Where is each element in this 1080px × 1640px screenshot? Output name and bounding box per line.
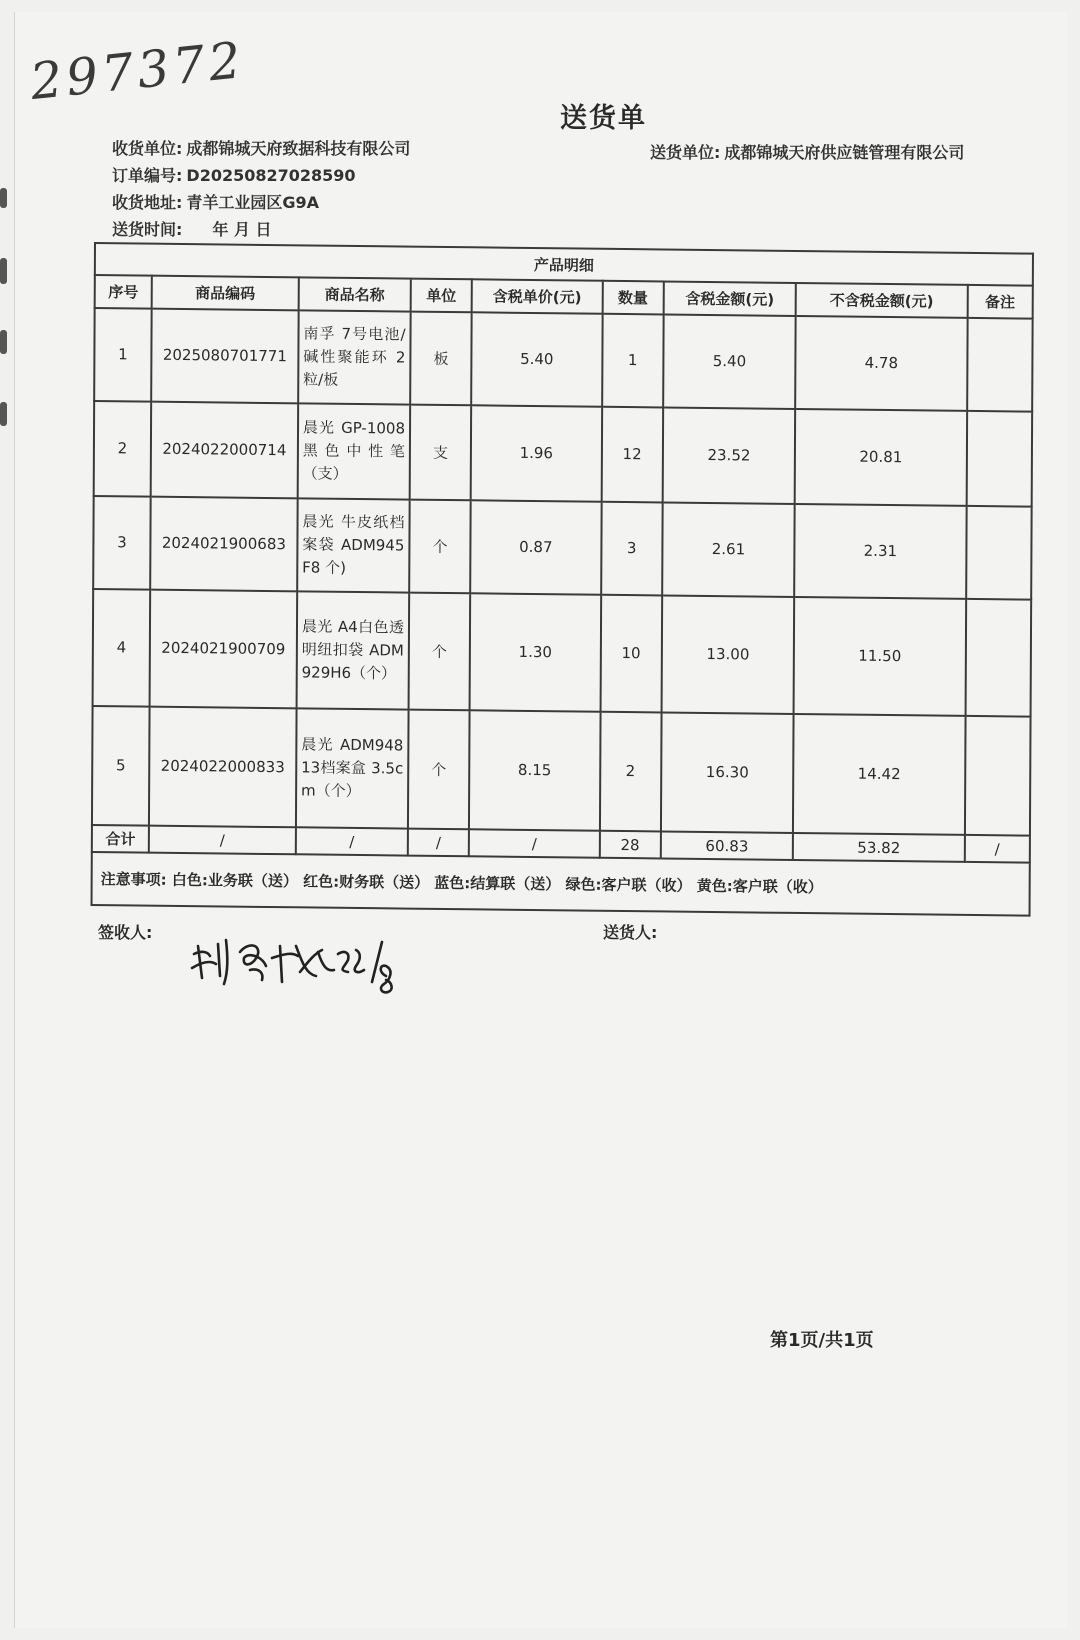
binder-hole <box>0 258 7 284</box>
signer-label: 签收人: <box>98 923 153 942</box>
row-no: 1 <box>94 308 152 402</box>
row-unit: 个 <box>409 592 471 710</box>
notice-row <box>92 852 1030 915</box>
row-amount: 23.52 <box>662 407 795 503</box>
row-no: 5 <box>92 706 150 826</box>
row-amount: 5.40 <box>663 314 796 408</box>
sender-label: 送货单位: <box>650 143 721 162</box>
document-title: 送货单 <box>560 103 647 134</box>
row-name: 晨光 牛皮纸档案袋 ADM945F8 个) <box>297 498 410 592</box>
row-qty: 12 <box>601 406 663 502</box>
total-label: 合计 <box>92 825 149 853</box>
sender-unit <box>650 140 964 163</box>
binder-hole <box>0 402 7 426</box>
row-code: 2024021900683 <box>150 496 297 591</box>
table-row <box>94 401 1032 507</box>
col-header: 含税单价(元) <box>472 280 603 314</box>
time-label: 送货时间: <box>112 220 183 239</box>
col-header: 商品编码 <box>152 276 299 310</box>
time-value: 年 月 日 <box>212 220 272 239</box>
table-row <box>93 496 1031 600</box>
row-no: 4 <box>93 589 151 707</box>
row-net: 14.42 <box>793 714 965 835</box>
row-price: 5.40 <box>471 312 602 406</box>
col-header: 数量 <box>602 281 663 314</box>
row-name: 晨光 ADM94813档案盒 3.5cm（个） <box>296 708 409 829</box>
row-qty: 1 <box>602 313 664 407</box>
col-header: 序号 <box>95 275 152 308</box>
binder-hole <box>0 188 7 208</box>
table-caption: 产品明细 <box>95 243 1033 286</box>
row-name: 晨光 GP-1008 黑色中性笔（支） <box>298 403 411 499</box>
row-note <box>966 506 1032 600</box>
notice-text: 注意事项: 白色:业务联（送） 红色:财务联（送） 蓝色:结算联（送） 绿色:客户联（收） 黄色:客户联（收） <box>92 852 1030 915</box>
row-net: 11.50 <box>794 597 966 716</box>
row-amount: 16.30 <box>661 712 794 833</box>
row-code: 2025080701771 <box>151 308 298 403</box>
receiver-unit <box>112 136 410 159</box>
delivery-time <box>112 217 272 240</box>
row-qty: 10 <box>600 594 662 712</box>
row-code: 2024021900709 <box>150 589 297 708</box>
receiver-label: 收货单位: <box>112 139 183 158</box>
row-net: 20.81 <box>795 409 967 506</box>
row-unit: 支 <box>410 404 472 500</box>
handwritten-signature <box>188 932 398 1002</box>
row-amount: 2.61 <box>662 502 795 596</box>
row-note <box>966 411 1032 507</box>
col-header: 单位 <box>411 279 472 312</box>
delivery-address <box>112 190 319 213</box>
total-qty: 28 <box>599 831 660 859</box>
row-note <box>965 598 1031 716</box>
row-note <box>967 318 1033 412</box>
row-no: 2 <box>94 401 152 497</box>
row-price: 0.87 <box>470 500 601 594</box>
row-amount: 13.00 <box>661 595 794 714</box>
table-row <box>93 589 1032 717</box>
row-qty: 3 <box>601 501 663 595</box>
row-name: 南孚 7号电池/碱性聚能环 2粒/板 <box>298 310 411 404</box>
page-number: 第1页/共1页 <box>770 1330 874 1351</box>
deliverer-label: 送货人: <box>603 923 658 942</box>
total-amount: 60.83 <box>661 832 794 861</box>
row-note <box>964 716 1030 836</box>
row-net: 4.78 <box>795 316 967 411</box>
row-code: 2024022000714 <box>151 401 298 498</box>
sender-value: 成都锦城天府供应链管理有限公司 <box>724 143 965 162</box>
col-header: 不含税金额(元) <box>796 283 967 317</box>
handwritten-number: 297372 <box>27 30 248 112</box>
product-table <box>91 242 1034 917</box>
row-unit: 个 <box>409 499 471 593</box>
receiver-value: 成都锦城天府致据科技有限公司 <box>186 139 411 158</box>
total-name: / <box>296 827 408 856</box>
total-net: 53.82 <box>793 833 964 862</box>
row-name: 晨光 A4白色透明纽扣袋 ADM929H6（个） <box>296 591 409 710</box>
row-unit: 板 <box>410 311 472 405</box>
total-unit: / <box>408 829 469 857</box>
col-header: 含税金额(元) <box>663 282 796 316</box>
row-price: 1.30 <box>470 593 601 712</box>
row-price: 8.15 <box>469 710 600 831</box>
row-code: 2024022000833 <box>149 706 296 827</box>
row-price: 1.96 <box>471 405 602 501</box>
address-value: 青羊工业园区G9A <box>186 193 320 212</box>
signature-image <box>188 932 398 1002</box>
row-unit: 个 <box>408 709 470 829</box>
table-row <box>94 308 1032 412</box>
table-row <box>92 706 1031 836</box>
row-qty: 2 <box>600 712 662 832</box>
total-code: / <box>149 826 296 855</box>
address-label: 收货地址: <box>112 193 183 212</box>
col-header: 备注 <box>967 285 1033 318</box>
row-no: 3 <box>93 496 151 590</box>
order-value: D20250827028590 <box>186 166 356 185</box>
total-price: / <box>469 829 600 858</box>
total-note: / <box>964 835 1030 863</box>
row-net: 2.31 <box>794 504 966 599</box>
binder-hole <box>0 330 7 354</box>
col-header: 商品名称 <box>299 278 411 312</box>
order-label: 订单编号: <box>112 166 183 185</box>
order-number <box>112 163 356 186</box>
